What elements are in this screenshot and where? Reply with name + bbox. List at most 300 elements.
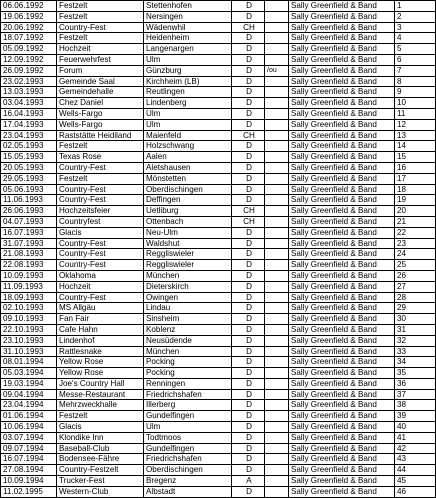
country-cell: D <box>232 443 265 454</box>
country-cell: D <box>232 454 265 465</box>
band-cell: Sally Greenfield & Band <box>289 422 395 433</box>
table-row <box>1 303 436 314</box>
date-cell: 02.10.1993 <box>1 303 57 314</box>
date-cell: 11.06.1993 <box>1 195 57 206</box>
band-cell: Sally Greenfield & Band <box>289 368 395 379</box>
table-row <box>1 206 436 217</box>
extra-cell <box>265 346 289 357</box>
gig-number-cell: 43 <box>395 454 436 465</box>
date-cell: 21.08.1993 <box>1 249 57 260</box>
gig-number-cell: 4 <box>395 33 436 44</box>
venue-cell: Country-Fest <box>57 292 144 303</box>
country-cell: D <box>232 303 265 314</box>
gig-number-cell: 44 <box>395 465 436 476</box>
gig-number-cell: 6 <box>395 54 436 65</box>
band-cell: Sally Greenfield & Band <box>289 195 395 206</box>
town-cell: Heidenheim <box>144 33 232 44</box>
band-cell: Sally Greenfield & Band <box>289 33 395 44</box>
town-cell: Aletshausen <box>144 162 232 173</box>
table-row <box>1 270 436 281</box>
extra-cell <box>265 141 289 152</box>
table-row <box>1 119 436 130</box>
date-cell: 29.05.1993 <box>1 173 57 184</box>
country-cell: D <box>232 141 265 152</box>
date-cell: 18.09.1993 <box>1 292 57 303</box>
gig-number-cell: 26 <box>395 270 436 281</box>
band-cell: Sally Greenfield & Band <box>289 141 395 152</box>
extra-cell <box>265 314 289 325</box>
band-cell: Sally Greenfield & Band <box>289 335 395 346</box>
gig-number-cell: 16 <box>395 162 436 173</box>
venue-cell: Bodensee-Fähre <box>57 454 144 465</box>
gig-number-cell: 17 <box>395 173 436 184</box>
country-cell: D <box>232 1 265 12</box>
date-cell: 13.03.1993 <box>1 87 57 98</box>
extra-cell <box>265 206 289 217</box>
country-cell: D <box>232 368 265 379</box>
table-row <box>1 335 436 346</box>
town-cell: Owingen <box>144 292 232 303</box>
venue-cell: Glacis <box>57 227 144 238</box>
town-cell: Albstadt <box>144 486 232 497</box>
table-row <box>1 130 436 141</box>
band-cell: Sally Greenfield & Band <box>289 249 395 260</box>
country-cell: D <box>232 44 265 55</box>
town-cell: Ulm <box>144 119 232 130</box>
country-cell: D <box>232 54 265 65</box>
gig-number-cell: 2 <box>395 11 436 22</box>
extra-cell <box>265 335 289 346</box>
country-cell: D <box>232 238 265 249</box>
table-row <box>1 465 436 476</box>
gig-number-cell: 22 <box>395 227 436 238</box>
country-cell: D <box>232 162 265 173</box>
country-cell: D <box>232 11 265 22</box>
venue-cell: Messe-Restaurant <box>57 389 144 400</box>
gig-number-cell: 29 <box>395 303 436 314</box>
table-row <box>1 400 436 411</box>
date-cell: 20.05.1993 <box>1 162 57 173</box>
date-cell: 09.07.1994 <box>1 443 57 454</box>
date-cell: 15.05.1993 <box>1 152 57 163</box>
country-cell: D <box>232 432 265 443</box>
extra-cell <box>265 292 289 303</box>
band-cell: Sally Greenfield & Band <box>289 173 395 184</box>
country-cell: A <box>232 476 265 487</box>
gig-number-cell: 31 <box>395 324 436 335</box>
date-cell: 19.03.1994 <box>1 378 57 389</box>
table-row <box>1 454 436 465</box>
country-cell: D <box>232 195 265 206</box>
extra-cell <box>265 378 289 389</box>
venue-cell: Klondike Inn <box>57 432 144 443</box>
extra-cell <box>265 162 289 173</box>
table-row <box>1 346 436 357</box>
town-cell: Neu-Ulm <box>144 227 232 238</box>
extra-cell: /ou <box>265 65 289 76</box>
band-cell: Sally Greenfield & Band <box>289 130 395 141</box>
table-row <box>1 76 436 87</box>
table-row <box>1 238 436 249</box>
table-row <box>1 432 436 443</box>
country-cell: D <box>232 249 265 260</box>
town-cell: Illerberg <box>144 400 232 411</box>
venue-cell: Festzelt <box>57 411 144 422</box>
venue-cell: Country-Fest <box>57 162 144 173</box>
table-row <box>1 152 436 163</box>
table-row <box>1 65 436 76</box>
extra-cell <box>265 281 289 292</box>
table-row <box>1 486 436 497</box>
table-row <box>1 357 436 368</box>
country-cell: D <box>232 465 265 476</box>
band-cell: Sally Greenfield & Band <box>289 454 395 465</box>
table-row <box>1 476 436 487</box>
extra-cell <box>265 173 289 184</box>
extra-cell <box>265 87 289 98</box>
band-cell: Sally Greenfield & Band <box>289 314 395 325</box>
date-cell: 09.04.1994 <box>1 389 57 400</box>
band-cell: Sally Greenfield & Band <box>289 22 395 33</box>
band-cell: Sally Greenfield & Band <box>289 227 395 238</box>
gig-number-cell: 34 <box>395 357 436 368</box>
venue-cell: Lindenhof <box>57 335 144 346</box>
band-cell: Sally Greenfield & Band <box>289 216 395 227</box>
gig-number-cell: 27 <box>395 281 436 292</box>
band-cell: Sally Greenfield & Band <box>289 357 395 368</box>
date-cell: 17.04.1993 <box>1 119 57 130</box>
venue-cell: Country-Fest <box>57 195 144 206</box>
band-cell: Sally Greenfield & Band <box>289 443 395 454</box>
extra-cell <box>265 260 289 271</box>
extra-cell <box>265 238 289 249</box>
town-cell: Langenargen <box>144 44 232 55</box>
date-cell: 06.06.1992 <box>1 1 57 12</box>
gig-number-cell: 37 <box>395 389 436 400</box>
band-cell: Sally Greenfield & Band <box>289 54 395 65</box>
gig-number-cell: 23 <box>395 238 436 249</box>
venue-cell: Hochzeitsfeier <box>57 206 144 217</box>
table-row <box>1 422 436 433</box>
table-row <box>1 227 436 238</box>
town-cell: Stettenhofen <box>144 1 232 12</box>
venue-cell: Festzelt <box>57 33 144 44</box>
date-cell: 05.06.1993 <box>1 184 57 195</box>
country-cell: D <box>232 98 265 109</box>
gig-number-cell: 20 <box>395 206 436 217</box>
gig-number-cell: 28 <box>395 292 436 303</box>
venue-cell: Country-Fest <box>57 238 144 249</box>
town-cell: Ulm <box>144 54 232 65</box>
band-cell: Sally Greenfield & Band <box>289 98 395 109</box>
extra-cell <box>265 465 289 476</box>
town-cell: Aalen <box>144 152 232 163</box>
venue-cell: Rattlesnake <box>57 346 144 357</box>
table-row <box>1 162 436 173</box>
town-cell: Neusüdende <box>144 335 232 346</box>
gig-number-cell: 19 <box>395 195 436 206</box>
country-cell: D <box>232 422 265 433</box>
table-row <box>1 378 436 389</box>
venue-cell: Gemeinde Saal <box>57 76 144 87</box>
country-cell: D <box>232 33 265 44</box>
extra-cell <box>265 270 289 281</box>
gig-number-cell: 41 <box>395 432 436 443</box>
table-row <box>1 216 436 227</box>
date-cell: 26.06.1993 <box>1 206 57 217</box>
extra-cell <box>265 454 289 465</box>
extra-cell <box>265 1 289 12</box>
table-row <box>1 389 436 400</box>
table-row <box>1 443 436 454</box>
band-cell: Sally Greenfield & Band <box>289 432 395 443</box>
town-cell: Mönstetten <box>144 173 232 184</box>
table-row <box>1 87 436 98</box>
band-cell: Sally Greenfield & Band <box>289 108 395 119</box>
table-row <box>1 11 436 22</box>
venue-cell: Raststätte Heidiland <box>57 130 144 141</box>
town-cell: Dieterskirch <box>144 281 232 292</box>
venue-cell: Western-Club <box>57 486 144 497</box>
table-row <box>1 368 436 379</box>
country-cell: D <box>232 65 265 76</box>
extra-cell <box>265 443 289 454</box>
band-cell: Sally Greenfield & Band <box>289 1 395 12</box>
town-cell: Ottenbach <box>144 216 232 227</box>
date-cell: 09.10.1993 <box>1 314 57 325</box>
date-cell: 10.06.1994 <box>1 422 57 433</box>
venue-cell: Cafe Hahn <box>57 324 144 335</box>
town-cell: Gundelfingen <box>144 411 232 422</box>
town-cell: Maienfeld <box>144 130 232 141</box>
table-row <box>1 1 436 12</box>
extra-cell <box>265 44 289 55</box>
extra-cell <box>265 108 289 119</box>
band-cell: Sally Greenfield & Band <box>289 281 395 292</box>
extra-cell <box>265 324 289 335</box>
town-cell: Koblenz <box>144 324 232 335</box>
date-cell: 26.09.1992 <box>1 65 57 76</box>
gig-number-cell: 33 <box>395 346 436 357</box>
extra-cell <box>265 368 289 379</box>
gig-number-cell: 42 <box>395 443 436 454</box>
date-cell: 16.07.1994 <box>1 454 57 465</box>
venue-cell: Trucker-Fest <box>57 476 144 487</box>
gig-number-cell: 14 <box>395 141 436 152</box>
gig-number-cell: 46 <box>395 486 436 497</box>
town-cell: Ulm <box>144 422 232 433</box>
extra-cell <box>265 119 289 130</box>
town-cell: Bregenz <box>144 476 232 487</box>
town-cell: Reggliswieler <box>144 249 232 260</box>
band-cell: Sally Greenfield & Band <box>289 378 395 389</box>
date-cell: 22.08.1993 <box>1 260 57 271</box>
extra-cell <box>265 195 289 206</box>
country-cell: CH <box>232 130 265 141</box>
band-cell: Sally Greenfield & Band <box>289 476 395 487</box>
table-row <box>1 314 436 325</box>
band-cell: Sally Greenfield & Band <box>289 411 395 422</box>
country-cell: CH <box>232 22 265 33</box>
date-cell: 01.06.1994 <box>1 411 57 422</box>
venue-cell: Fan Fair <box>57 314 144 325</box>
table-row <box>1 22 436 33</box>
table-row <box>1 292 436 303</box>
town-cell: Renningen <box>144 378 232 389</box>
band-cell: Sally Greenfield & Band <box>289 303 395 314</box>
venue-cell: Yellow Rose <box>57 357 144 368</box>
date-cell: 31.07.1993 <box>1 238 57 249</box>
venue-cell: Country-Fest <box>57 249 144 260</box>
extra-cell <box>265 303 289 314</box>
gig-table-body <box>1 1 436 498</box>
band-cell: Sally Greenfield & Band <box>289 76 395 87</box>
country-cell: D <box>232 486 265 497</box>
band-cell: Sally Greenfield & Band <box>289 486 395 497</box>
band-cell: Sally Greenfield & Band <box>289 206 395 217</box>
country-cell: D <box>232 335 265 346</box>
extra-cell <box>265 476 289 487</box>
country-cell: D <box>232 389 265 400</box>
band-cell: Sally Greenfield & Band <box>289 270 395 281</box>
country-cell: D <box>232 411 265 422</box>
venue-cell: Wells-Fargo <box>57 108 144 119</box>
band-cell: Sally Greenfield & Band <box>289 11 395 22</box>
country-cell: D <box>232 184 265 195</box>
band-cell: Sally Greenfield & Band <box>289 87 395 98</box>
table-row <box>1 54 436 65</box>
venue-cell: Festzelt <box>57 173 144 184</box>
gig-number-cell: 3 <box>395 22 436 33</box>
town-cell: Nersingen <box>144 11 232 22</box>
date-cell: 16.07.1993 <box>1 227 57 238</box>
band-cell: Sally Greenfield & Band <box>289 162 395 173</box>
band-cell: Sally Greenfield & Band <box>289 119 395 130</box>
extra-cell <box>265 389 289 400</box>
town-cell: Gundelfingen <box>144 443 232 454</box>
gig-number-cell: 5 <box>395 44 436 55</box>
gig-number-cell: 21 <box>395 216 436 227</box>
gig-number-cell: 1 <box>395 1 436 12</box>
venue-cell: Country-Festzelt <box>57 465 144 476</box>
date-cell: 18.07.1992 <box>1 33 57 44</box>
venue-cell: Country-Fest <box>57 260 144 271</box>
extra-cell <box>265 216 289 227</box>
venue-cell: Countryfest <box>57 216 144 227</box>
date-cell: 16.04.1993 <box>1 108 57 119</box>
table-row <box>1 249 436 260</box>
venue-cell: Glacis <box>57 422 144 433</box>
extra-cell <box>265 54 289 65</box>
country-cell: D <box>232 260 265 271</box>
town-cell: Waldshut <box>144 238 232 249</box>
country-cell: D <box>232 357 265 368</box>
gig-number-cell: 12 <box>395 119 436 130</box>
date-cell: 08.01.1994 <box>1 357 57 368</box>
gig-number-cell: 32 <box>395 335 436 346</box>
date-cell: 04.07.1993 <box>1 216 57 227</box>
country-cell: D <box>232 281 265 292</box>
date-cell: 22.10.1993 <box>1 324 57 335</box>
country-cell: D <box>232 108 265 119</box>
gig-number-cell: 35 <box>395 368 436 379</box>
date-cell: 31.10.1993 <box>1 346 57 357</box>
country-cell: CH <box>232 206 265 217</box>
table-row <box>1 108 436 119</box>
venue-cell: Feuerwehrfest <box>57 54 144 65</box>
town-cell: Lindau <box>144 303 232 314</box>
town-cell: Günzburg <box>144 65 232 76</box>
town-cell: Sinsheim <box>144 314 232 325</box>
venue-cell: Joe's Country Hall <box>57 378 144 389</box>
gig-number-cell: 10 <box>395 98 436 109</box>
table-row <box>1 33 436 44</box>
venue-cell: Country-Fest <box>57 184 144 195</box>
gig-number-cell: 24 <box>395 249 436 260</box>
venue-cell: Texas Rose <box>57 152 144 163</box>
gig-number-cell: 45 <box>395 476 436 487</box>
town-cell: Pocking <box>144 368 232 379</box>
town-cell: Reutlingen <box>144 87 232 98</box>
band-cell: Sally Greenfield & Band <box>289 324 395 335</box>
town-cell: Holzschwang <box>144 141 232 152</box>
table-row <box>1 195 436 206</box>
extra-cell <box>265 76 289 87</box>
band-cell: Sally Greenfield & Band <box>289 346 395 357</box>
extra-cell <box>265 227 289 238</box>
town-cell: Ulm <box>144 108 232 119</box>
town-cell: Kirchheim (LB) <box>144 76 232 87</box>
date-cell: 23.02.1993 <box>1 76 57 87</box>
venue-cell: Hochzeit <box>57 281 144 292</box>
extra-cell <box>265 400 289 411</box>
gig-number-cell: 15 <box>395 152 436 163</box>
gig-number-cell: 25 <box>395 260 436 271</box>
table-row <box>1 98 436 109</box>
town-cell: Reggliswieler <box>144 260 232 271</box>
venue-cell: MS Allgäu <box>57 303 144 314</box>
date-cell: 11.09.1993 <box>1 281 57 292</box>
country-cell: D <box>232 292 265 303</box>
gig-number-cell: 40 <box>395 422 436 433</box>
band-cell: Sally Greenfield & Band <box>289 292 395 303</box>
venue-cell: Mehrzweckhalle <box>57 400 144 411</box>
gig-number-cell: 9 <box>395 87 436 98</box>
venue-cell: Country-Fest <box>57 22 144 33</box>
country-cell: D <box>232 87 265 98</box>
country-cell: D <box>232 152 265 163</box>
table-row <box>1 173 436 184</box>
band-cell: Sally Greenfield & Band <box>289 65 395 76</box>
band-cell: Sally Greenfield & Band <box>289 184 395 195</box>
country-cell: D <box>232 314 265 325</box>
date-cell: 23.10.1993 <box>1 335 57 346</box>
date-cell: 10.09.1994 <box>1 476 57 487</box>
band-cell: Sally Greenfield & Band <box>289 465 395 476</box>
extra-cell <box>265 184 289 195</box>
venue-cell: Baseball-Club <box>57 443 144 454</box>
venue-cell: Wells-Fargo <box>57 119 144 130</box>
date-cell: 03.04.1993 <box>1 98 57 109</box>
date-cell: 11.02.1995 <box>1 486 57 497</box>
date-cell: 03.07.1994 <box>1 432 57 443</box>
venue-cell: Forum <box>57 65 144 76</box>
extra-cell <box>265 357 289 368</box>
venue-cell: Gemeindehalle <box>57 87 144 98</box>
venue-cell: Festzelt <box>57 1 144 12</box>
country-cell: CH <box>232 216 265 227</box>
venue-cell: Festzelt <box>57 141 144 152</box>
